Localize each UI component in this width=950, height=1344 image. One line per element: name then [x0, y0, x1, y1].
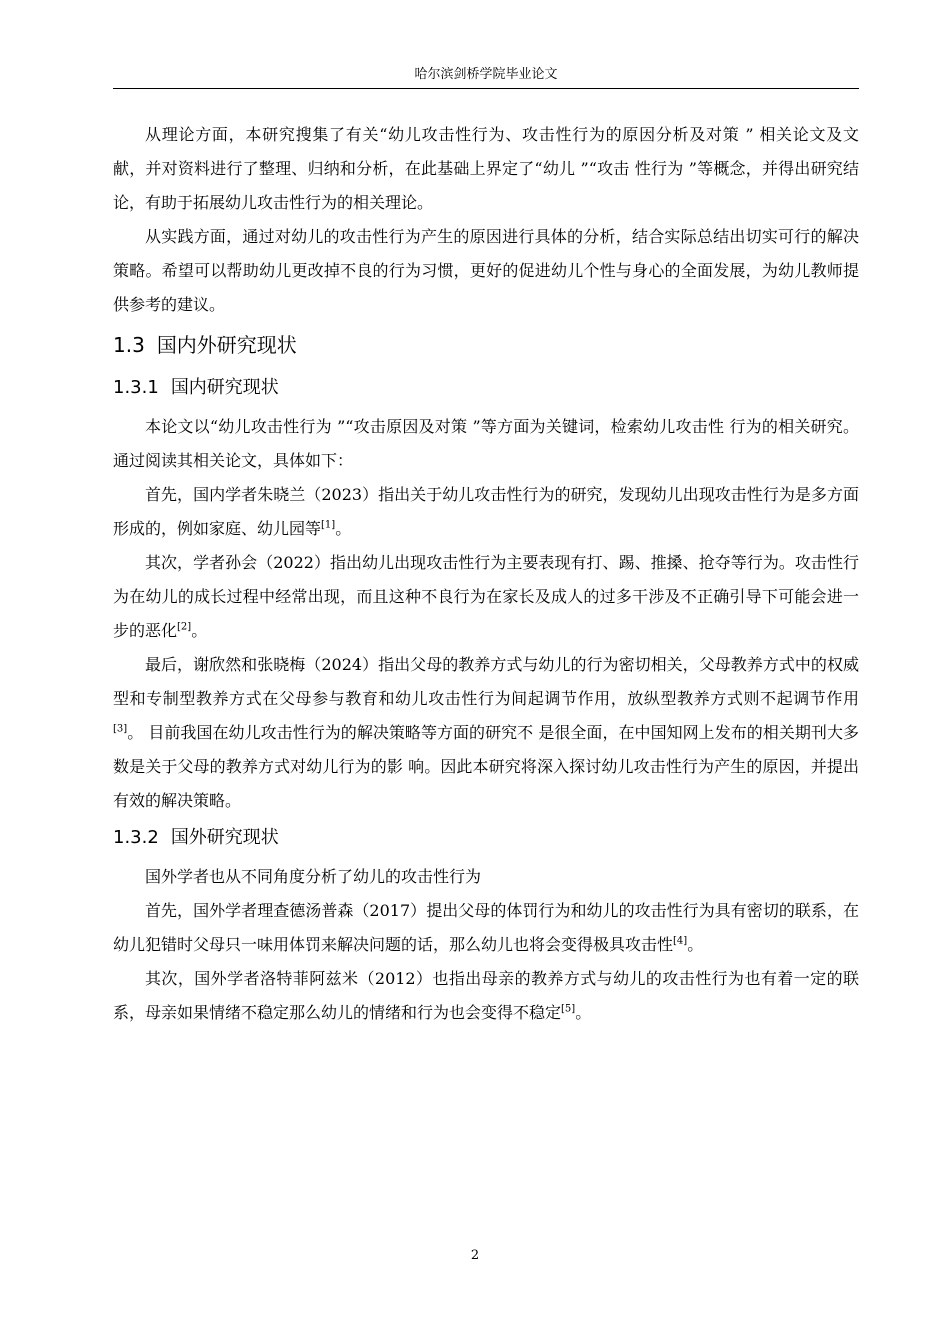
- paragraph-domestic-intro: 本论文以“幼儿攻击性行为 ”“攻击原因及对策 ”等方面为关键词，检索幼儿攻击性 行为的相关研究。通过阅读其相关论文，具体如下：: [113, 417, 859, 470]
- section-title: 国内外研究现状: [156, 333, 297, 357]
- citation-3: [3]: [113, 723, 128, 735]
- header-title: 哈尔滨剑桥学院毕业论文: [414, 67, 558, 82]
- paragraph-text: 最后，谢欣然和张晓梅（2024）指出父母的教养方式与幼儿的行为密切相关，父母教养方式中的权威型和专制型教养方式在父母参与教育和幼儿攻击性行为间起调节作用，放纵型教养方式则不起调节作用: [113, 655, 859, 708]
- paragraph-text: 首先，国内学者朱晓兰（2023）指出关于幼儿攻击性行为的研究，发现幼儿出现攻击性行为是多方面形成的，例如家庭、幼儿园等: [113, 485, 859, 538]
- paragraph-domestic-first: [113, 478, 859, 546]
- paragraph-practice: 从实践方面，通过对幼儿的攻击性行为产生的原因进行具体的分析，结合实际总结出切实可行的解决策略。希望可以帮助幼儿更改掉不良的行为习惯，更好的促进幼儿个性与身心的全面发展，为幼儿教师提供参考的建议。: [113, 227, 859, 314]
- document-body: [113, 118, 859, 1030]
- paragraph-end: 。: [687, 935, 704, 954]
- subsection-heading-1-3-1: [113, 372, 859, 404]
- subsection-heading-1-3-2: [113, 822, 859, 854]
- paragraph-text: 首先，国外学者理查德汤普森（2017）提出父母的体罚行为和幼儿的攻击性行为具有密切的联系，在幼儿犯错时父母只一味用体罚来解决问题的话，那么幼儿也将会变得极具攻击性: [113, 901, 859, 954]
- page-header: [113, 64, 859, 89]
- citation-5: [5]: [561, 1003, 576, 1015]
- citation-1: [1]: [321, 519, 336, 531]
- paragraph-text: 其次，学者孙会（2022）指出幼儿出现攻击性行为主要表现有打、踢、推搡、抢夺等行为。攻击性行为在幼儿的成长过程中经常出现，而且这种不良行为在家长及成人的过多干涉及不正确引导下可能会进一步的恶化: [113, 553, 859, 640]
- paragraph-end: 。 目前我国在幼儿攻击性行为的解决策略等方面的研究不 是很全面，在中国知网上发布的相关期刊大多数是关于父母的教养方式对幼儿行为的影 响。因此本研究将深入探讨幼儿攻击性行为产生的原因，并提出有效的解决策略。: [113, 723, 859, 810]
- paragraph-foreign-intro: 国外学者也从不同角度分析了幼儿的攻击性行为: [145, 867, 482, 886]
- page-number: 2: [470, 1248, 480, 1263]
- paragraph-end: 。: [191, 621, 208, 640]
- paragraph-domestic-second: [113, 546, 859, 648]
- subsection-number: 1.3.2: [113, 827, 159, 848]
- citation-2: [2]: [177, 621, 192, 633]
- paragraph-foreign-second: [113, 962, 859, 1030]
- section-number: 1.3: [113, 333, 145, 357]
- subsection-number: 1.3.1: [113, 377, 159, 398]
- citation-4: [4]: [673, 935, 688, 947]
- subsection-title: 国外研究现状: [170, 827, 279, 848]
- paragraph-text: 其次，国外学者洛特菲阿兹米（2012）也指出母亲的教养方式与幼儿的攻击性行为也有着一定的联系，母亲如果情绪不稳定那么幼儿的情绪和行为也会变得不稳定: [113, 969, 859, 1022]
- paragraph-theory: 从理论方面，本研究搜集了有关“幼儿攻击性行为、攻击性行为的原因分析及对策 ” 相关论文及文献，并对资料进行了整理、归纳和分析，在此基础上界定了“幼儿 ”“攻击 性行为 ”等概念，并得出研究结论，有助于拓展幼儿攻击性行为的相关理论。: [113, 125, 859, 212]
- section-heading-1-3: [113, 328, 859, 362]
- paragraph-domestic-last: [113, 648, 859, 818]
- paragraph-end: 。: [335, 519, 352, 538]
- paragraph-end: 。: [575, 1003, 592, 1022]
- subsection-title: 国内研究现状: [170, 377, 279, 398]
- paragraph-foreign-first: [113, 894, 859, 962]
